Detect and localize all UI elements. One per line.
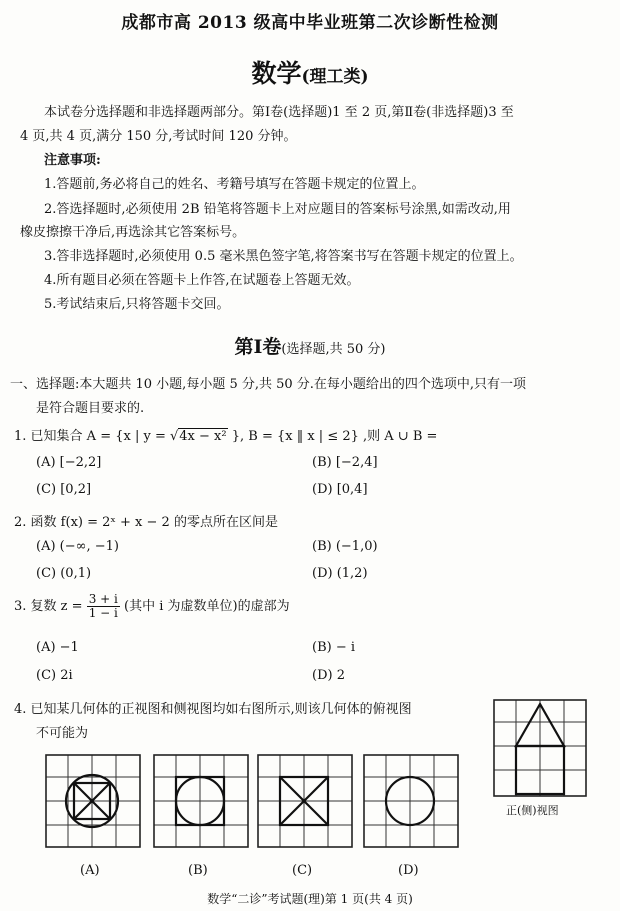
- option-c: (C) 2i: [36, 668, 73, 683]
- question-4-text-cont: 不可能为: [36, 726, 89, 741]
- intro-line-2: 4 页,共 4 页,满分 150 分,考试时间 120 分钟。: [20, 129, 297, 144]
- fraction-denominator: 1 − i: [88, 606, 118, 620]
- question-number: 2.: [14, 515, 27, 530]
- choice-label-a: (A): [80, 863, 100, 878]
- question-number: 3.: [14, 599, 27, 614]
- question-4-text: 已知某几何体的正视图和侧视图均如右图所示,则该几何体的俯视图: [30, 702, 412, 717]
- choice-grid-a: [44, 753, 142, 849]
- exam-title: 成都市高 2013 级高中毕业班第二次诊断性检测: [121, 13, 499, 33]
- option-a: (A) [−2,2]: [36, 455, 102, 470]
- question-number: 4.: [14, 702, 27, 717]
- choice-grid-c: [256, 753, 354, 849]
- fraction: [87, 593, 120, 620]
- subject-name: 数学: [251, 59, 302, 88]
- section-heading: [0, 332, 620, 359]
- option-b: (B) [−2,4]: [312, 455, 378, 470]
- question-4: [14, 698, 412, 717]
- note-item: 4.所有题目必须在答题卡上作答,在试题卷上答题无效。: [44, 273, 360, 288]
- part-one-instruction: 一、选择题:本大题共 10 小题,每小题 5 分,共 50 分.在每小题给出的四个选项中,只有一项: [10, 377, 527, 392]
- subject-category: (理工类): [301, 67, 369, 87]
- question-2-text: 函数 f(x) = 2ˣ + x − 2 的零点所在区间是: [30, 515, 278, 530]
- option-c: (C) (0,1): [36, 566, 92, 581]
- choice-label-c: (C): [292, 863, 313, 878]
- option-a: (A) −1: [36, 640, 79, 655]
- question-1-radicand: 4x − x²: [179, 429, 227, 444]
- option-a: (A) (−∞, −1): [36, 539, 119, 554]
- notes-heading: 注意事项:: [44, 153, 101, 168]
- radical-sign: √: [169, 429, 179, 444]
- question-1-text-post: }, B = {x ‖ x | ≤ 2} ,则 A ∪ B =: [231, 429, 438, 444]
- choice-grid-d: [362, 753, 460, 849]
- option-d: (D) 2: [312, 668, 345, 683]
- section-title: 第Ⅰ卷: [234, 336, 282, 358]
- intro-line-1: 本试卷分选择题和非选择题两部分。第Ⅰ卷(选择题)1 至 2 页,第Ⅱ卷(非选择题)3 至: [44, 105, 514, 120]
- option-d: (D) [0,4]: [312, 482, 368, 497]
- section-subtitle: (选择题,共 50 分): [281, 342, 386, 357]
- option-b: (B) − i: [312, 640, 356, 655]
- question-3-text-pre: 复数 z =: [30, 599, 83, 614]
- part-one-instruction-cont: 是符合题目要求的.: [36, 401, 145, 416]
- option-d: (D) (1,2): [312, 566, 368, 581]
- question-1: [14, 425, 437, 444]
- question-2: [14, 511, 278, 530]
- option-b: (B) (−1,0): [312, 539, 378, 554]
- note-item: 1.答题前,务必将自己的姓名、考籍号填写在答题卡规定的位置上。: [44, 177, 425, 192]
- choice-label-d: (D): [398, 863, 419, 878]
- option-c: (C) [0,2]: [36, 482, 92, 497]
- page-footer: 数学“二诊”考试题(理)第 1 页(共 4 页): [207, 892, 413, 906]
- subject-heading: [0, 54, 620, 90]
- question-3: [14, 593, 290, 620]
- note-item: 3.答非选择题时,必须使用 0.5 毫米黑色签字笔,将答案书写在答题卡规定的位置上。: [44, 249, 523, 264]
- note-item: 5.考试结束后,只将答题卡交回。: [44, 297, 230, 312]
- question-number: 1.: [14, 429, 27, 444]
- note-item: 橡皮擦擦干净后,再选涂其它答案标号。: [20, 225, 246, 240]
- question-1-text-pre: 已知集合 A = {x | y =: [30, 429, 166, 444]
- fraction-numerator: 3 + i: [88, 592, 118, 606]
- question-3-text-post: (其中 i 为虚数单位)的虚部为: [124, 599, 290, 614]
- choice-label-b: (B): [188, 863, 208, 878]
- choice-grid-b: [152, 753, 250, 849]
- note-item: 2.答选择题时,必须使用 2B 铅笔将答题卡上对应题目的答案标号涂黑,如需改动,用: [44, 202, 511, 217]
- figure-caption: 正(侧)视图: [506, 804, 559, 817]
- front-side-view-figure: [492, 698, 588, 798]
